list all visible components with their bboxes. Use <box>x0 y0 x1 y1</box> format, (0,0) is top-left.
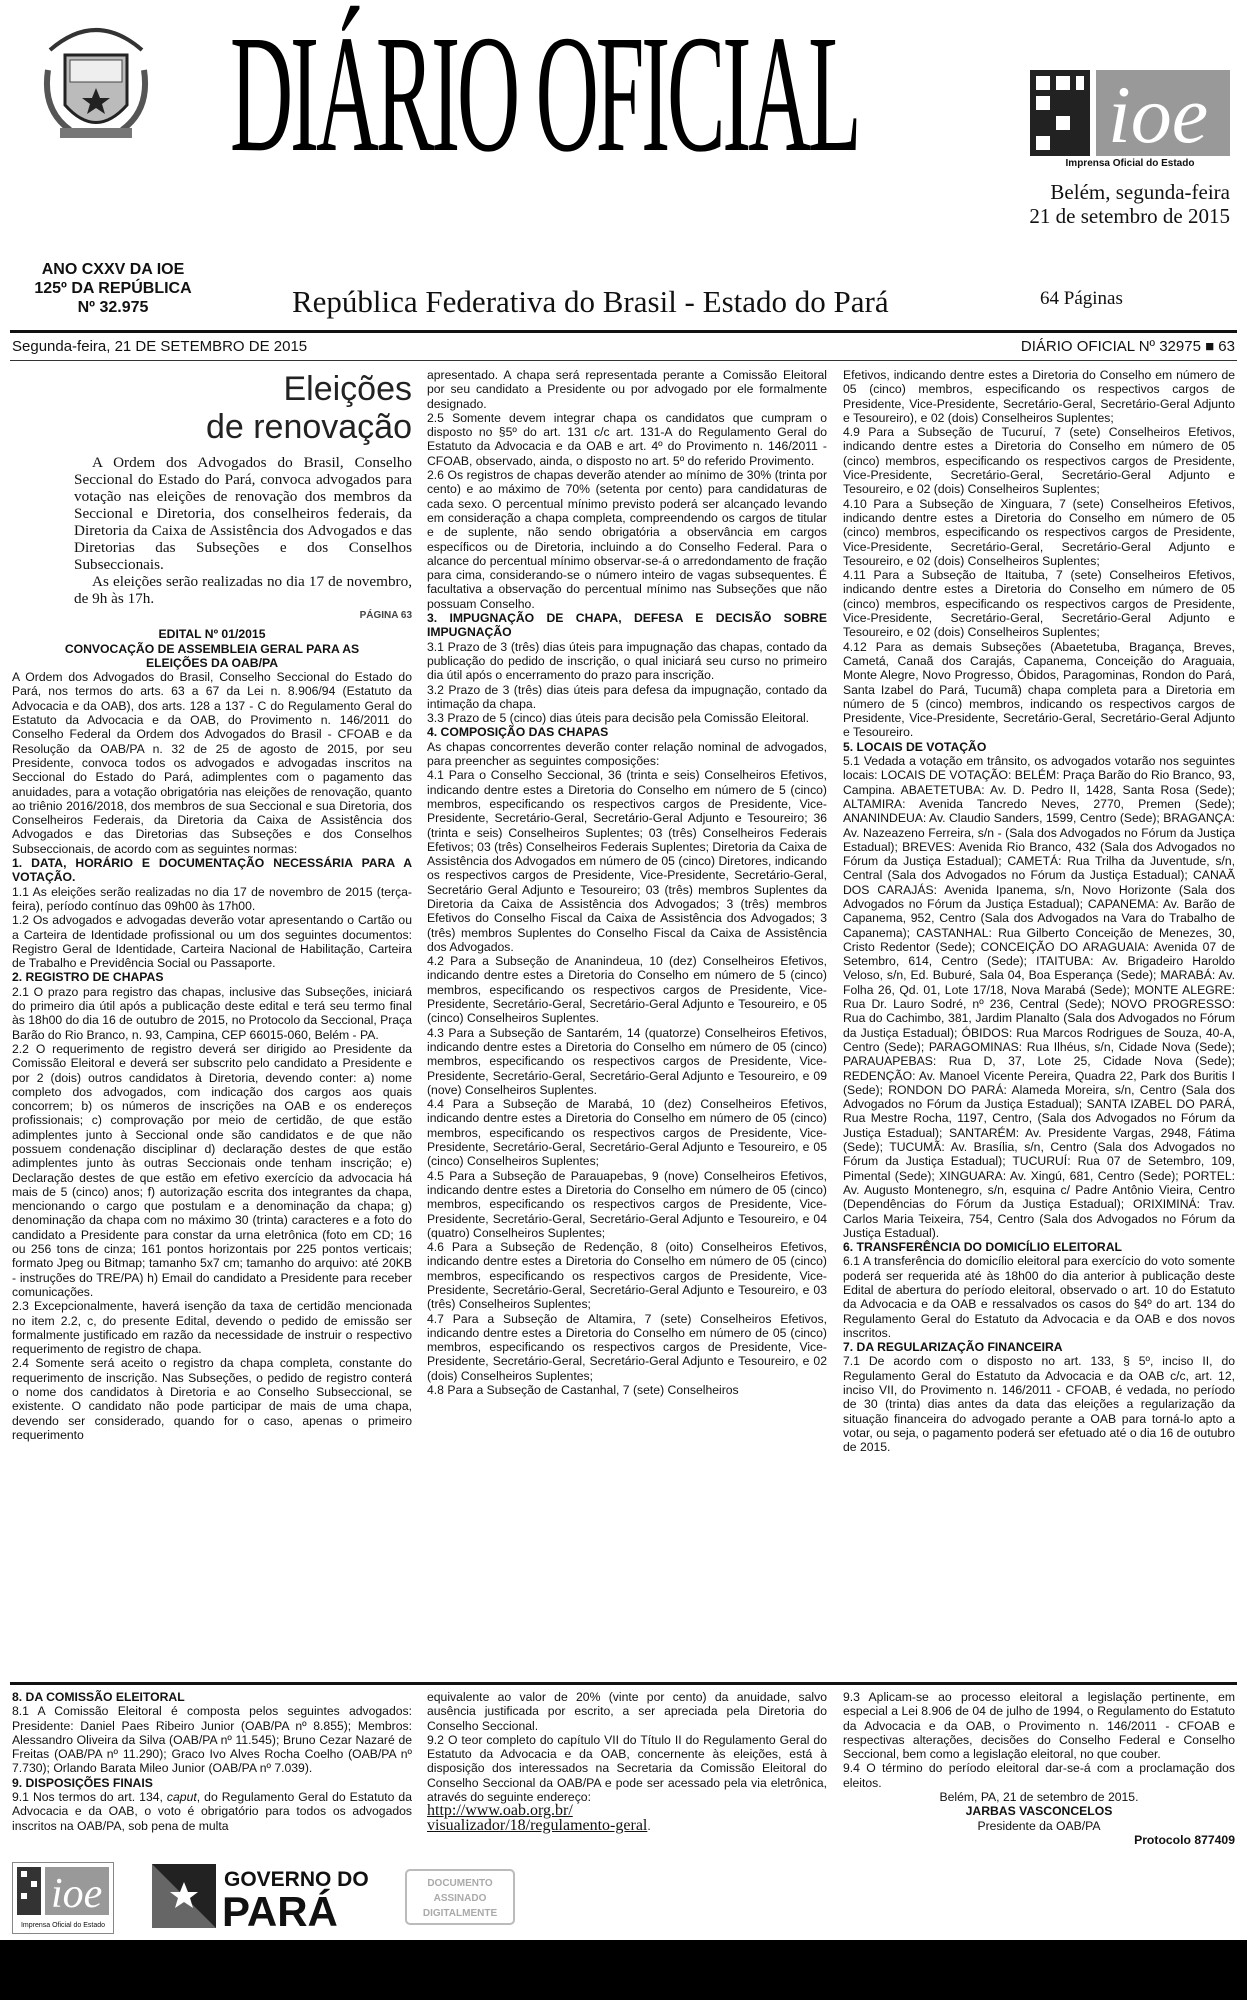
paragraph-9-1-start: 9.1 Nos termos do art. 134, <box>12 1790 167 1805</box>
bottom-column-2 <box>427 1690 827 1870</box>
stamp-line-2: ASSINADO <box>433 1893 487 1904</box>
edital-subtitle-2: ELEIÇÕES DA OAB/PA <box>145 655 279 670</box>
paragraph-4-6: 4.6 Para a Subseção de Redenção, 8 (oito) Conselheiros Efetivos, indicando dentre estes a Diretoria do Conselho em número de 05 (cinco) membros, especificando os respectivos cargos de Presidente, Vice-Presidente, Secretário-Geral, Secretário-Geral Adjunto e Tesoureiro, e 03 (três) Conselheiros Suplentes; <box>427 1240 827 1312</box>
paragraph-9-2: 9.2 O teor completo do capítulo VII do Título II do Regulamento Geral do Estatuto da Advocacia e da OAB, concernente às eleições, está à disposição dos interessados na Secretaria da Comissão Eleitoral do Conselho Seccional da OAB/PA e pode ser acessado pela via eletrônica, através do seguinte endereço: <box>427 1732 827 1805</box>
para-text: PARÁ <box>222 1888 338 1932</box>
section-heading-2: 2. REGISTRO DE CHAPAS <box>12 970 164 985</box>
paragraph-8-1: 8.1 A Comissão Eleitoral é composta pelos seguintes advogados: Presidente: Daniel Paes Ribeiro Junior (OAB/PA nº 8.855); Membros: Alessandro Oliveira da Silva (OAB/PA nº 11.545); Bruno Cezar Nazaré de Freitas (OAB/PA nº 11.290); Graco Ivo Alves Rocha Coelho (OAB/PA nº 7.730); Orlando Barata Mileo Junior (OAB/PA nº 7.039). <box>12 1704 412 1776</box>
governo-para-logo <box>152 1862 397 1932</box>
paragraph-1-2: 1.2 Os advogados e advogadas deverão votar apresentando o Cartão ou a Carteira de Identidade profissional ou um dos seguintes documentos: Registro Geral de Identidade, Carteira Nacional de Habilitação, Carteira de Trabalho e Previdência Social ou Passaporte. <box>12 913 412 971</box>
section-heading-8: 8. DA COMISSÃO ELEITORAL <box>12 1690 185 1704</box>
signature-name: JARBAS VASCONCELOS <box>965 1804 1113 1819</box>
paragraph-4-12: 4.12 Para as demais Subseções (Abaetetuba, Bragança, Breves, Cametá, Canaã dos Carajás, Capanema, Conceição do Araguaia, Monte Alegre, Novo Progresso, Óbidos, Paragominas, Rondon do Pará, Santa Izabel do Pará, Tucumã) chapa completa para a Diretoria em número de 5 (cinco) membros, indicando os respectivos cargos de Presidente, Vice-Presidente, Secretário-Geral, Secretário-Geral Adjunto e Tesoureiro. <box>843 639 1235 740</box>
divider <box>10 1682 1237 1685</box>
section-heading-5: 5. LOCAIS DE VOTAÇÃO <box>843 739 987 754</box>
paragraph-4-7: 4.7 Para a Subseção de Altamira, 7 (sete) Conselheiros Efetivos, indicando dentre estes a Diretoria do Conselho em número de 05 (cinco) membros, especificando os respectivos cargos de Presidente, Vice-Presidente, Secretário-Geral, Secretário-Geral Adjunto e Tesoureiro, e 02 (dois) Conselheiros Suplentes; <box>427 1311 827 1383</box>
paragraph-4-10: 4.10 Para a Subseção de Xinguara, 7 (sete) Conselheiros Efetivos, indicando dentre estes a Diretoria do Conselho em número de 05 (cinco) membros, especificando os respectivos cargos de Presidente, Vice-Presidente, Secretário-Geral, Secretário-Geral Adjunto e Tesoureiro, e 02 (dois) Conselheiros Suplentes; <box>843 496 1235 568</box>
bottom-column-1 <box>12 1690 412 1870</box>
link-period: . <box>647 1818 651 1833</box>
signature-role: Presidente da OAB/PA <box>977 1818 1101 1833</box>
date-full: 21 de setembro de 2015 <box>1029 204 1230 228</box>
ioe-logo <box>1030 70 1230 170</box>
highlight-page-ref: PÁGINA 63 <box>359 610 412 621</box>
section-heading-3: 3. IMPUGNAÇÃO DE CHAPA, DEFESA E DECISÃO SOBRE IMPUGNAÇÃO <box>427 611 827 640</box>
edition-info <box>28 260 198 317</box>
stamp-line-1: DOCUMENTO <box>427 1878 493 1889</box>
paragraph-4-11: 4.11 Para a Subseção de Itaituba, 7 (sete) Conselheiros Efetivos, indicando dentre estes a Diretoria do Conselho em número de 05 (cinco) membros, especificando os respectivos cargos de Presidente, Vice-Presidente, Secretário-Geral, Secretário-Geral Adjunto e Tesoureiro, e 02 (dois) Conselheiros Suplentes; <box>843 568 1235 640</box>
bottom-black-band <box>0 1940 1247 2000</box>
paragraph-2-6: 2.6 Os registros de chapas deverão atender ao mínimo de 30% (trinta por cento) e ao máximo de 70% (setenta por cento) para candidaturas de cada sexo. O percentual mínimo previsto poderá ser alcançado levando em consideração a chapa completa, compreendendo os cargos de titular e de suplente, não sendo obrigatória a observância em cargos específicos ou de Diretoria, incluindo a do Conselho Federal. Para o alcance do percentual mínimo observar-se-á o arredondamento de fração para cima, considerando-se o número inteiro de vagas subsequentes. É facultativa a observação do percentual mínimo nas Subseções que não possuam Conselho. <box>427 468 827 611</box>
page-count: 64 Páginas <box>1040 288 1123 309</box>
paragraph-5-1: 5.1 Vedada a votação em trânsito, os advogados votarão nos seguintes locais: LOCAIS DE VOTAÇÃO: BELÉM: Praça Barão do Rio Branco, 93, Campina. ABAETETUBA: Av. D. Pedro II, 1428, Santa Rosa (Sede); ALTAMIRA: Avenida Tancredo Neves, 2770, Premen (Sede); ANANINDEUA: Av. Claudio Sanders, 1599, Centro (Sede); BRAGANÇA: Av. Nazeazeno Ferreira, s/n - (Sala dos Advogados no Fórum da Justiça Estadual); BREVES: Avenida Rio Branco, 432 (Sala dos Advogados no Fórum da Justiça Estadual); CAMETÁ: Rua Trilha da Juventude, s/n, Central (Sala dos Advogados no Fórum da Justiça Estadual); CANAÃ DOS CARAJÁS: Avenida Ipanema, s/n, Novo Horizonte (Sala dos Advogados no Fórum da Justiça Estadual); CAPANEMA: Av. Barão de Capanema, 952, Centro (Sala dos Advogados na Vara do Trabalho de Capanema); CASTANHAL: Rua Gilberto Conceição de Menezes, 30, Cristo Redentor (Sede); CONCEIÇÃO DO ARAGUAIA: Avenida 07 de Setembro, 614, Centro (Sede); ITAITUBA: Av. Brigadeiro Haroldo Veloso, s/n, Ed. Buburé, Sala 04, Boa Esperança (Sede); MARABÁ: Av. Folha 26, Qd. 01, Lote 17/18, Nova Marabá (Sede); MONTE ALEGRE: Rua Dr. Lauro Sodré, nº 236, Central (Sede); NOVO PROGRESSO: Rua do Cachimbo, 381, Jardim Planalto (Sala dos Advogados no Fórum da Justiça Estadual); ÓBIDOS: Rua Marcos Rodrigues de Souza, 40-A, Centro (Sede); PARAGOMINAS: Rua Ilhéus, s/n, Cidade Nova (Sede); PARAUAPEBAS: Rua D, 37, Lote 25, Cidade Nova (Sede); REDENÇÃO: Av. Manoel Vicente Pereira, Quadra 22, Park dos Buritis I (Sede); RONDON DO PARÁ: Alameda Moreira, s/n, Centro (Sala dos Advogados no Fórum da Justiça Estadual); SANTA IZABEL DO PARÁ, Rua Mestre Rocha, 1197, Centro, (Sala dos Advogados no Fórum da Justiça Estadual); SANTARÉM: Av. Presidente Vargas, 2948, Fátima (Sede); TUCUMÃ: Av. Brasília, s/n, Centro (Sala dos Advogados no Fórum da Justiça Estadual); TUCURUÍ: Rua 07 de Setembro, 109, Pimental (Sede); XINGUARA: Av. Xingú, 681, Centro (Sede); PORTEL: Av. Augusto Montenegro, s/n, esquina c/ Padre Antônio Vieira, Centro (Dependências do Fórum da Justiça Estadual); ORIXIMINÁ: Trav. Carlos Maria Teixeira, 754, Centro (Sala dos Advogados no Fórum da Justiça Estadual). <box>843 754 1235 1240</box>
highlight-text-2: As eleições serão realizadas no dia 17 de novembro, de 9h às 17h. <box>74 573 412 607</box>
regulamento-link-1[interactable]: http://www.oab.org.br/ <box>427 1802 573 1820</box>
paragraph-6-1: 6.1 A transferência do domicílio eleitoral para exercício do voto somente poderá ser requerida até às 18h00 do dia anterior à publicação deste Edital de abertura do período eleitoral, observado o art. 10 do Estatuto da Advocacia e da OAB e ressalvados os casos do §4º do art. 134 do Regulamento Geral do Estatuto da Advocacia e da OAB e dos novos inscritos. <box>843 1254 1235 1340</box>
paragraph-9-1 <box>12 1790 412 1833</box>
paragraph-2-5: 2.5 Somente devem integrar chapa os candidatos que cumpram o disposto no §5º do art. 131 c/c art. 131-A do Regulamento Geral do Estatuto da Advocacia e da OAB e art. 4º do Provimento n. 146/2011 - CFOAB, observado, ainda, o disposto no art. 5º do referido Provimento. <box>427 410 827 468</box>
paragraph-2-3: 2.3 Excepcionalmente, haverá isenção da taxa de certidão mencionada no item 2.2, c, do presente Edital, devendo o pedido de emissão ser formalmente justificado em razão da necessidade de instruir o respectivo requerimento de registro de chapa. <box>12 1299 412 1357</box>
protocol-number: Protocolo 877409 <box>1134 1832 1235 1847</box>
paragraph-9-3: 9.3 Aplicam-se ao processo eleitoral a legislação pertinente, em especial a Lei 8.906 de 04 de julho de 1994, o Regulamento do Estatuto da Advocacia e da OAB, o Provimento n. 146/2011 - CFOAB e respectivas alterações, decisões do Conselho Federal e Conselho Seccional, bem como a legislação eleitoral, no que couber. <box>843 1690 1235 1762</box>
edition-bar-date: Segunda-feira, 21 DE SETEMBRO DE 2015 <box>12 338 308 355</box>
column-1 <box>12 368 412 1678</box>
governo-text: GOVERNO DO <box>224 1868 369 1891</box>
caput-term: caput <box>166 1790 197 1805</box>
paragraph-continuation: equivalente ao valor de 20% (vinte por cento) da anuidade, salvo ausência justificada por escrito, a ser apreciada pela Diretoria do Conselho Seccional. <box>427 1690 827 1733</box>
paragraph-1-1: 1.1 As eleições serão realizadas no dia 17 de novembro de 2015 (terça-feira), período contínuo das 09h00 às 17h00. <box>12 884 412 913</box>
column-3 <box>843 368 1235 1678</box>
bottom-column-3 <box>843 1690 1235 1870</box>
paragraph-4-2: 4.2 Para a Subseção de Ananindeua, 10 (dez) Conselheiros Efetivos, indicando dentre estes a Diretoria do Conselho em número de 5 (cinco) membros, especificando os respectivos cargos de Presidente, Vice-Presidente, Secretário-Geral, Secretário-Geral Adjunto e Tesoureiro, e 05 (cinco) Conselheiros Suplentes. <box>427 954 827 1026</box>
date-header <box>1000 180 1230 228</box>
edital-subtitle-1: CONVOCAÇÃO DE ASSEMBLEIA GERAL PARA AS <box>64 641 360 656</box>
edition-number: Nº 32.975 <box>77 299 149 316</box>
section-heading-9: 9. DISPOSIÇÕES FINAIS <box>12 1775 153 1790</box>
section-heading-7: 7. DA REGULARIZAÇÃO FINANCEIRA <box>843 1340 1063 1355</box>
paragraph-2-1: 2.1 O prazo para registro das chapas, inclusive das Subseções, iniciará do primeiro dia útil após a publicação deste edital e terá seu termo final às 18h00 do dia 16 de outubro de 2015, no Protocolo da Seccional, Praça Barão do Rio Branco, n. 93, Campina, CEP 66015-060, Belém - PA. <box>12 984 412 1042</box>
highlight-text: A Ordem dos Advogados do Brasil, Conselho Seccional do Estado do Pará, convoca advogados para votação nas eleições de renovação dos membros da Seccional e Diretoria, dos conselheiros federais, da Diretoria da Caixa de Assistência dos Advogados e das Diretorias das Subseções e dos Conselhos Subseccionais. <box>74 454 412 573</box>
masthead <box>0 0 1247 355</box>
coat-of-arms-emblem <box>40 10 152 150</box>
divider <box>10 330 1237 333</box>
paragraph-7-1: 7.1 De acordo com o disposto no art. 133, § 5º, inciso II, do Regulamento Geral do Estatuto da Advocacia e da OAB c/c, art. 12, inciso VII, do Provimento n. 146/2011 - CFOAB, é vedada, no período de 30 (trinta) dias antes da data das eleições a regularização da situação financeira do advogado perante a OAB para torná-lo apto a votar, ou seja, o pagamento poderá ser efetuado até o dia 16 de outubro de 2015. <box>843 1354 1235 1455</box>
ioe-footer-logo-text: ioe <box>51 1871 103 1917</box>
paragraph-2-4: 2.4 Somente será aceito o registro da chapa completa, constante do requerimento de inscrição. Nas Subseções, o pedido de registro conterá o nome dos candidatos à Diretoria e ao Conselho Subseccional, se existente. O candidato não pode participar de mais de uma chapa, devendo ser considerado, quando for o caso, apenas o primeiro requerimento <box>12 1356 412 1442</box>
section-heading-1: 1. DATA, HORÁRIO E DOCUMENTAÇÃO NECESSÁRIA PARA A VOTAÇÃO. <box>12 856 412 885</box>
edital-intro: A Ordem dos Advogados do Brasil, Conselho Seccional do Estado do Pará, nos termos do arts. 63 a 67 da Lei n. 8.906/94 (Estatuto da Advocacia e da OAB), dos arts. 128 a 137 - C do Regulamento Geral do Estatuto da Advocacia e da OAB, do Provimento n. 146/2011 do Conselho Federal da Ordem dos Advogados do Brasil - CFOAB e da Resolução da OAB/PA n. 32 de 25 de agosto de 2015, por seu Presidente, convoca todos os advogados e advogadas inscritos na Seccional do Estado do Pará, adimplentes com o pagamento das anuidades, para a votação obrigatória nas eleições de renovação, quanto ao triênio 2016/2018, dos membros de sua Seccional e sua Diretoria, dos Conselheiros Federais, da Diretoria da Caixa de Assistência dos Advogados e das Diretorias das Subseções e dos Conselhos Subseccionais, de acordo com as seguintes normas: <box>12 670 412 856</box>
ano-ioe: ANO CXXV DA IOE <box>41 261 185 278</box>
highlight-title-1: Eleições <box>283 370 412 408</box>
paragraph-3-2: 3.2 Prazo de 3 (três) dias úteis para defesa da impugnação, contado da intimação da chapa. <box>427 682 827 711</box>
paragraph-4-5: 4.5 Para a Subseção de Parauapebas, 9 (nove) Conselheiros Efetivos, indicando dentre estes a Diretoria do Conselho em número de 05 (cinco) membros, especificando os respectivos cargos de Presidente, Vice-Presidente, Secretário-Geral, Secretário-Geral Adjunto e Tesoureiro, e 04 (quatro) Conselheiros Suplentes; <box>427 1168 827 1240</box>
section-heading-4: 4. COMPOSIÇÃO DAS CHAPAS <box>427 725 609 740</box>
paragraph-continuation: apresentado. A chapa será representada perante a Comissão Eleitoral por seu candidato a Presidente ou por advogado por ele formalmente designado. <box>427 368 827 411</box>
paragraph-3-3: 3.3 Prazo de 5 (cinco) dias úteis para decisão pela Comissão Eleitoral. <box>427 711 810 726</box>
paragraph-9-1-end: , do Regulamento Geral do Estatuto da Advocacia e da OAB, o voto é obrigatório para todos os advogados inscritos na OAB/PA, sob pena de multa <box>12 1790 412 1833</box>
paragraph-4-1: 4.1 Para o Conselho Seccional, 36 (trinta e seis) Conselheiros Efetivos, indicando dentre estes a Diretoria do Conselho em número de 5 (cinco) membros, especificando os respectivos cargos de Presidente, Vice-Presidente, Secretário-Geral, Secretário-Geral Adjunto e Tesoureiro; 36 (trinta e seis) Conselheiros Suplentes; 03 (três) Conselheiros Federais Efetivos; 03 (três) Conselheiros Federais Suplentes; Diretoria da Caixa de Assistência dos Advogados em número de 05 (cinco) Diretores, indicando os respectivos cargos de Presidente, Vice-Presidente, Secretário-Geral, Secretário Geral Adjunto e Tesoureiro; 03 (três) membros Suplentes da Diretoria da Caixa de Assistência dos Advogados; 3 (três) membros Efetivos do Conselho Fiscal da Caixa de Assistência dos Advogados; 3 (três) membros Suplentes do Conselho Fiscal da Caixa de Assistência dos Advogados. <box>427 768 827 954</box>
digital-signature-stamp <box>404 1868 516 1926</box>
ioe-footer-name: Imprensa Oficial do Estado <box>20 1922 106 1929</box>
signature-date: Belém, PA, 21 de setembro de 2015. <box>939 1790 1139 1805</box>
paragraph-4-9: 4.9 Para a Subseção de Tucuruí, 7 (sete) Conselheiros Efetivos, indicando dentre estes a Diretoria do Conselho em número de 05 (cinco) membros, especificando os respectivos cargos de Presidente, Vice-Presidente, Secretário-Geral, Secretário-Geral Adjunto e Tesoureiro, e 02 (dois) Conselheiros Suplentes; <box>843 425 1235 497</box>
subtitle: República Federativa do Brasil - Estado do Pará <box>292 284 889 319</box>
paragraph-3-1: 3.1 Prazo de 3 (três) dias úteis para impugnação das chapas, contado da publicação do pedido de inscrição, o qual iniciará seu curso no primeiro dia útil após o encerramento do prazo para inscrição. <box>427 639 827 683</box>
paragraph-2-2: 2.2 O requerimento de registro deverá ser dirigido ao Presidente da Comissão Eleitoral e deverá ser subscrito pelo candidato a Presidente e por 2 (dois) outros candidatos à Diretoria, devendo conter: a) nome completo dos advogados, com indicação dos cargos aos quais concorrem; b) os números de inscrições na OAB e os endereços profissionais; c) comprovação por meio de certidão, de que estão adimplentes junto à Seccional onde são candidatos e de que não possuem condenação disciplinar d) declaração destes de que estão adimplentes junto às outras Seccionais onde tenham inscrição; e) Declaração destes de que estão em efetivo exercício da advocacia há mais de 5 (cinco) anos; f) autorização escrita dos integrantes da chapa, mencionando o cargo que postulam e a denominação da chapa; g) denominação da chapa com no máximo 30 (trinta) caracteres e a foto do candidato a Presidente para constar da urna eletrônica (foto em CD; 16 ou 256 tons de cinza; 161 pontos horizontais por 225 pontos verticais; formato Jpeg ou Bitmap; tamanho 5x7 cm; tamanho do arquivo: até 20KB - instruções do TRE/PA) h) Email do candidato a Presidente para receber comunicações. <box>12 1041 412 1299</box>
section-heading-6: 6. TRANSFERÊNCIA DO DOMICÍLIO ELEITORAL <box>843 1240 1122 1255</box>
column-2 <box>427 368 827 1678</box>
regulamento-link-2[interactable]: visualizador/18/regulamento-geral <box>427 1816 648 1834</box>
edition-bar-page: DIÁRIO OFICIAL Nº 32975 ■ 63 <box>1020 338 1235 355</box>
date-weekday: Belém, segunda-feira <box>1050 180 1230 204</box>
paragraph-9-4: 9.4 O término do período eleitoral dar-se-á com a proclamação dos eleitos. <box>843 1761 1235 1790</box>
ioe-name: Imprensa Oficial do Estado <box>1065 158 1195 169</box>
ano-republica: 125º DA REPÚBLICA <box>34 280 192 297</box>
paragraph-4-4: 4.4 Para a Subseção de Marabá, 10 (dez) Conselheiros Efetivos, indicando dentre estes a Diretoria do Conselho em número de 05 (cinco) membros, especificando os respectivos cargos de Presidente, Vice-Presidente, Secretário-Geral, Secretário-Geral Adjunto e Tesoureiro, e 05 (cinco) Conselheiros Suplentes; <box>427 1097 827 1169</box>
ioe-logo-text: ioe <box>1108 70 1209 156</box>
paragraph-4-intro: As chapas concorrentes deverão conter relação nominal de advogados, para preencher as seguintes composições: <box>427 739 827 769</box>
ioe-footer-logo <box>12 1862 114 1934</box>
paragraph-4-3: 4.3 Para a Subseção de Santarém, 14 (quatorze) Conselheiros Efetivos, indicando dentre estes a Diretoria do Conselho em número de 05 (cinco) membros, especificando os respectivos cargos de Presidente, Vice-Presidente, Secretário-Geral, Secretário-Geral Adjunto e Tesoureiro, e 09 (nove) Conselheiros Suplentes. <box>427 1025 827 1097</box>
divider <box>10 360 1237 361</box>
newspaper-title: DIÁRIO OFICIAL <box>230 1 859 187</box>
paragraph-4-8: 4.8 Para a Subseção de Castanhal, 7 (sete) Conselheiros <box>427 1383 739 1398</box>
stamp-line-3: DIGITALMENTE <box>422 1908 498 1919</box>
footer-logos <box>12 1862 532 1934</box>
paragraph-continuation: Efetivos, indicando dentre estes a Diretoria do Conselho em número de 05 (cinco) membros, especificando os respectivos cargos de Presidente, Vice-Presidente, Secretário-Geral, Secretário-Geral Adjunto e Tesoureiro), e 02 (dois) Conselheiros Suplentes; <box>843 368 1235 425</box>
edital-title: EDITAL Nº 01/2015 <box>158 627 266 642</box>
highlight-title-2: de renovação <box>205 408 412 446</box>
